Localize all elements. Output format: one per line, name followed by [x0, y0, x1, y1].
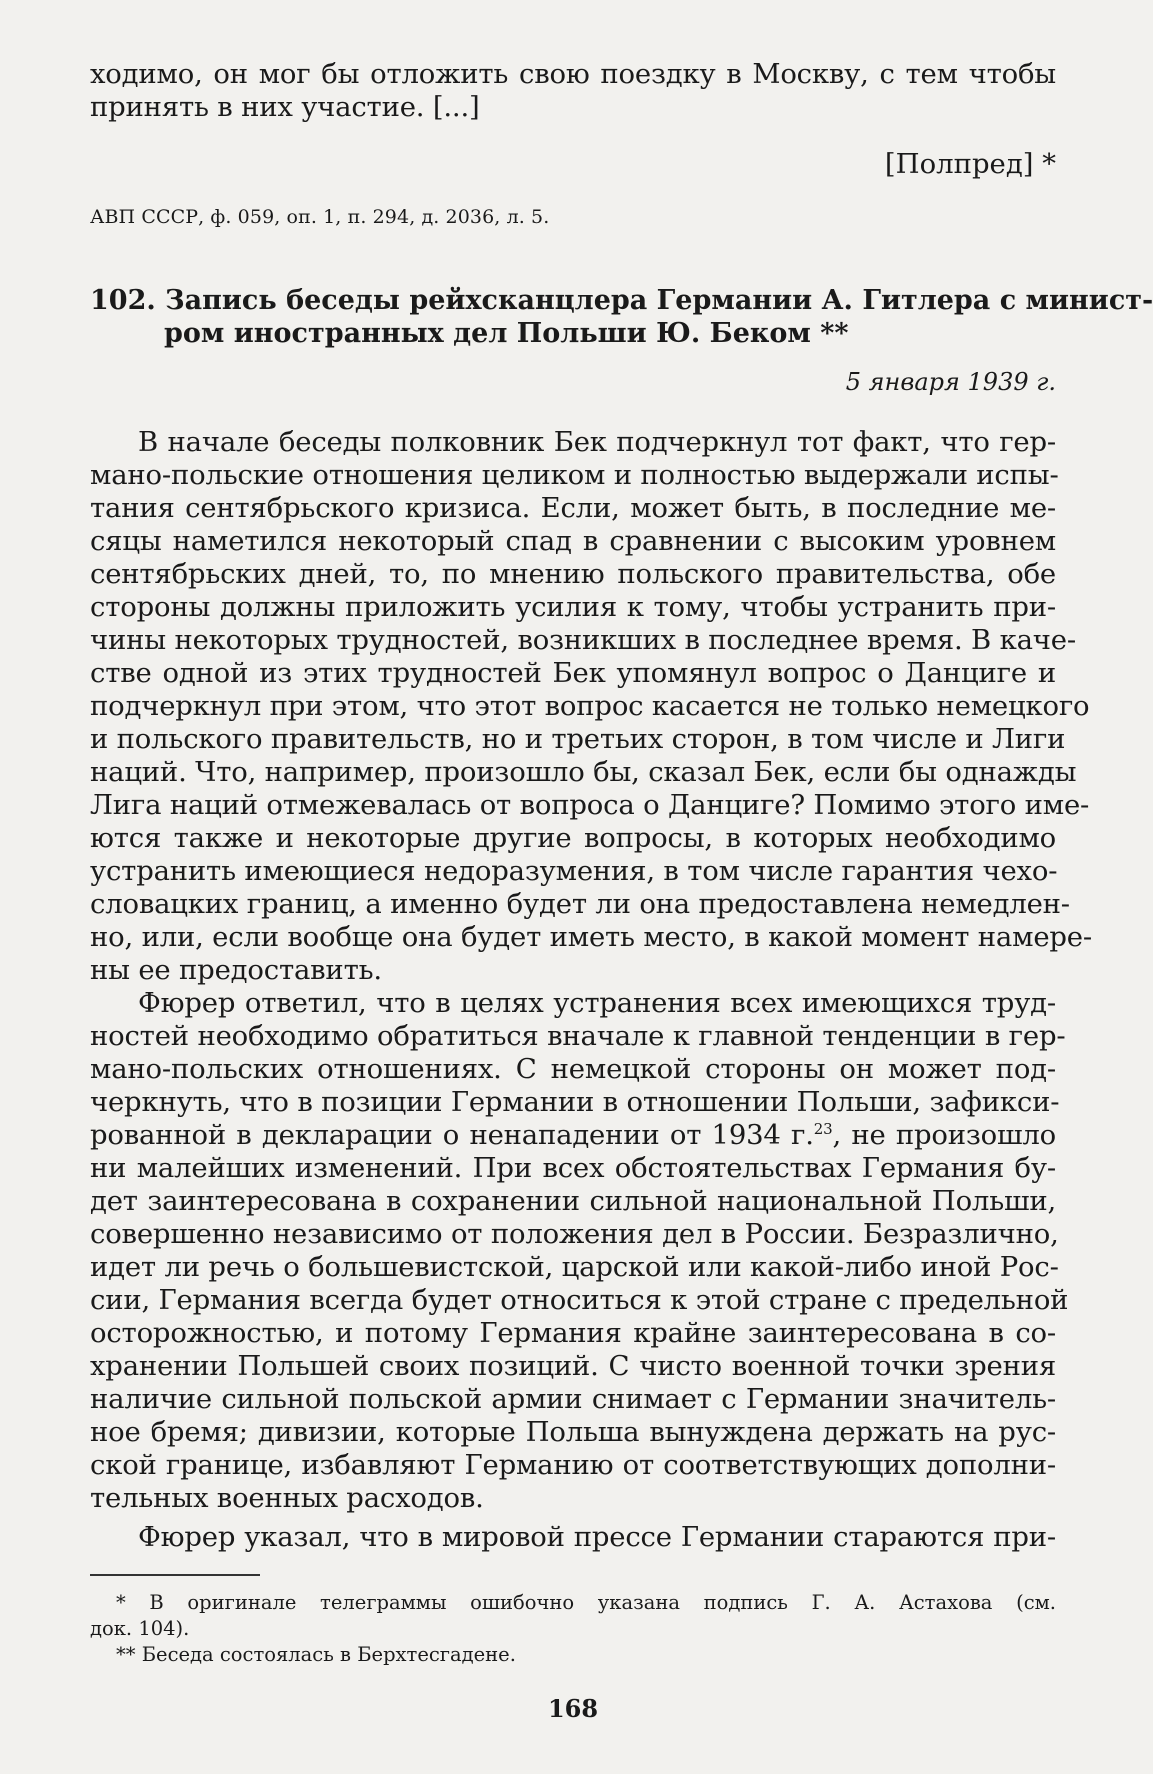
text-line: наций. Что, например, произошло бы, сказал Бек, если бы однажды [90, 756, 1077, 788]
paragraph-3 [90, 1521, 1056, 1554]
text-line: устранить имеющиеся недоразумения, в том числе гарантия чехо- [90, 855, 1058, 887]
document-date: 5 января 1939 г. [845, 368, 1056, 396]
text-line: ходимо, он мог бы отложить свою поездку в Москву, с тем чтобы [90, 58, 1056, 90]
text-line: стве одной из этих трудностей Бек упомянул вопрос о Данциге и [90, 657, 1056, 689]
text-line [90, 1119, 1056, 1152]
footnote-2: ** Беседа состоялась в Берхтесгадене. [116, 1643, 516, 1666]
text-line: Лига наций отмежевалась от вопроса о Данциге? Помимо этого име- [90, 789, 1090, 821]
footnotes [90, 1590, 1056, 1668]
text-line: словацких границ, а именно будет ли она предоставлена немедлен- [90, 888, 1070, 920]
text-line: мано-польские отношения целиком и полностью выдержали испы- [90, 459, 1059, 491]
text-line: ны ее предоставить. [90, 954, 382, 986]
paragraph-1 [90, 426, 1092, 987]
text-line: ностей необходимо обратиться вначале к главной тенденции в гер- [90, 1020, 1066, 1052]
text-segment: рованной в декларации о ненападении от 1934 г. [90, 1119, 814, 1151]
text-line: В начале беседы полковник Бек подчеркнул тот факт, что гер- [138, 426, 1056, 458]
document-number: 102. [90, 285, 156, 316]
text-line: осторожностью, и потому Германия крайне заинтересована в со- [90, 1317, 1056, 1349]
signature: [Полпред] * [884, 148, 1056, 180]
text-line: ской границе, избавляют Германию от соответствующих дополни- [90, 1449, 1056, 1481]
text-line: наличие сильной польской армии снимает с Германии значитель- [90, 1383, 1056, 1415]
footnote-1-line: * В оригинале телеграммы ошибочно указана подпись Г. А. Астахова (см. [116, 1591, 1056, 1614]
text-line: Фюрер указал, что в мировой прессе Германии стараются при- [138, 1521, 1056, 1553]
text-line: принять в них участие. [...] [90, 91, 480, 123]
text-line: мано-польских отношениях. С немецкой стороны он может под- [90, 1053, 1056, 1085]
text-line: Фюрер ответил, что в целях устранения всех имеющихся труд- [138, 987, 1056, 1019]
page-number: 168 [547, 1694, 599, 1723]
text-line: ются также и некоторые другие вопросы, в которых необходимо [90, 822, 1056, 854]
continuation-text [90, 58, 1056, 124]
footnote-reference: 23 [813, 1119, 833, 1138]
heading-title-part1: Запись беседы рейхсканцлера Германии А. Гитлера с минист [165, 285, 1142, 316]
text-line: совершенно независимо от положения дел в России. Безразлично, [90, 1218, 1059, 1250]
text-line: ное бремя; дивизии, которые Польша вынуждена держать на рус- [90, 1416, 1056, 1448]
paragraph-2 [90, 987, 1069, 1515]
footnote-1 [90, 1590, 1056, 1642]
heading-line-1 [90, 284, 1153, 317]
text-line: ни малейших изменений. При всех обстоятельствах Германия бу- [90, 1152, 1056, 1184]
footnote-1-cont: док. 104). [90, 1617, 190, 1640]
text-line: сентябрьских дней, то, по мнению польского правительства, обе [90, 558, 1056, 590]
text-line: черкнуть, что в позиции Германии в отношении Польши, зафикси- [90, 1086, 1060, 1118]
text-line: сяцы наметился некоторый спад в сравнении с высоким уровнем [90, 525, 1056, 557]
document-heading [90, 284, 1153, 350]
text-line: подчеркнул при этом, что этот вопрос касается не только немецкого [90, 690, 1090, 722]
text-line: сии, Германия всегда будет относиться к этой стране с предельной [90, 1284, 1069, 1316]
text-line: идет ли речь о большевистской, царской или какой-либо иной Рос- [90, 1251, 1059, 1283]
heading-line-2: ром иностранных дел Польши Ю. Беком ** [164, 318, 849, 349]
text-line: и польского правительств, но и третьих сторон, в том числе и Лиги [90, 723, 1066, 755]
text-line: тания сентябрьского кризиса. Если, может быть, в последние ме- [90, 492, 1056, 524]
heading-hyphen: - [1141, 285, 1153, 316]
text-line: тельных военных расходов. [90, 1482, 484, 1514]
text-line: но, или, если вообще она будет иметь место, в какой момент намере- [90, 921, 1092, 953]
archive-source-reference: АВП СССР, ф. 059, оп. 1, п. 294, д. 2036, л. 5. [90, 206, 550, 228]
document-page [90, 58, 1153, 1723]
text-line: дет заинтересована в сохранении сильной национальной Польши, [90, 1185, 1056, 1217]
text-line: хранении Польшей своих позиций. С чисто военной точки зрения [90, 1350, 1056, 1382]
text-line: стороны должны приложить усилия к тому, чтобы устранить при- [90, 591, 1056, 623]
text-line: чины некоторых трудностей, возникших в последнее время. В каче- [90, 624, 1076, 656]
text-segment: , не произошло [832, 1119, 1057, 1151]
footnote-divider [90, 1574, 260, 1576]
